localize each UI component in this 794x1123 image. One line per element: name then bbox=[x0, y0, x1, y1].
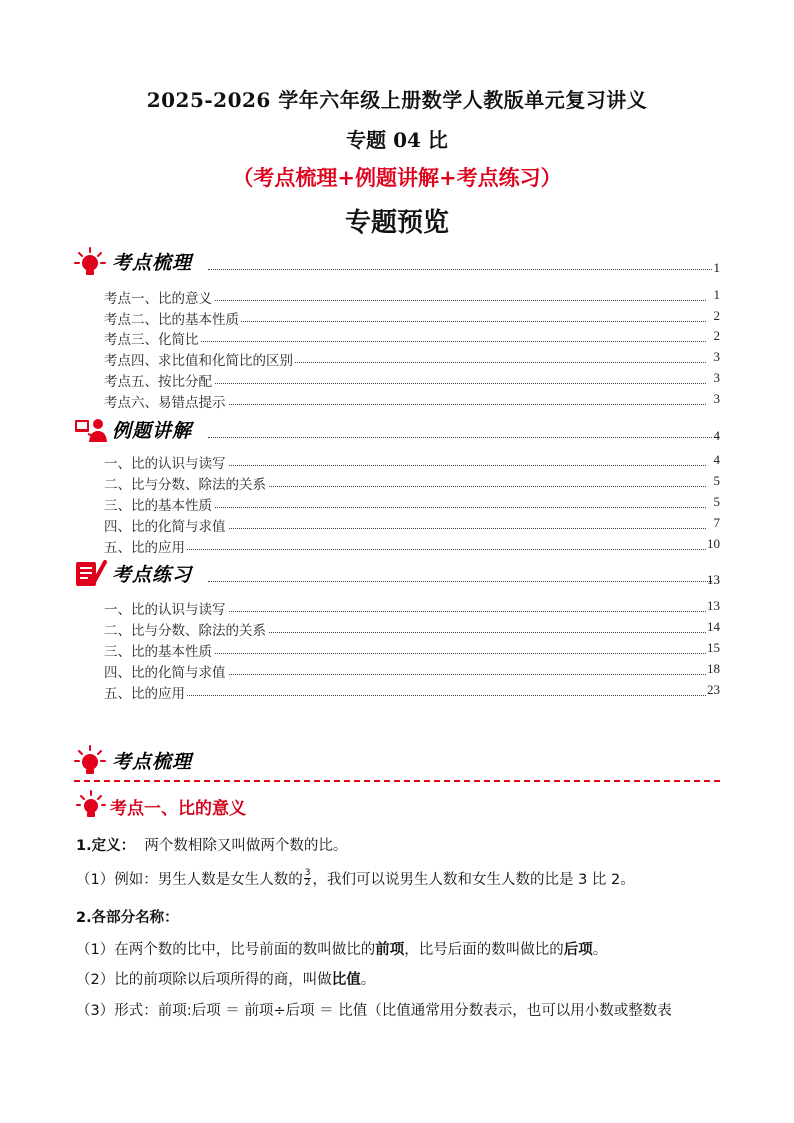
toc-item[interactable]: 三、比的基本性质 15 bbox=[104, 640, 720, 660]
toc-item[interactable]: 五、比的应用 23 bbox=[104, 682, 720, 702]
preview-heading: 专题预览 bbox=[344, 208, 449, 238]
svg-text:考点梳理: 考点梳理 bbox=[112, 252, 193, 274]
part-1-line: （1）在两个数的比中，比号前面的数叫做比的前项，比号后面的数叫做比的后项。 bbox=[76, 942, 608, 958]
part-2-line: （2）比的前项除以后项所得的商，叫做比值。 bbox=[76, 972, 376, 988]
parts-label: 2.各部分名称： bbox=[76, 910, 179, 926]
svg-text:例题讲解: 例题讲解 bbox=[112, 420, 193, 442]
svg-text:考点梳理: 考点梳理 bbox=[112, 751, 193, 773]
toc-page-number: 4 bbox=[713, 428, 720, 443]
toc-item[interactable]: 考点一、比的意义 1 bbox=[104, 287, 720, 307]
toc-item[interactable]: 考点四、求比值和化简比的区别 3 bbox=[104, 349, 720, 369]
toc-page-number: 1 bbox=[713, 260, 720, 275]
toc-section-liti-jiangjie[interactable] bbox=[74, 414, 720, 444]
tagline: （考点梳理+例题讲解+考点练习） bbox=[232, 165, 562, 190]
toc-item[interactable]: 考点五、按比分配 3 bbox=[104, 370, 720, 390]
toc-item[interactable]: 四、比的化简与求值 18 bbox=[104, 661, 720, 681]
toc-section-kaodian-lianxi[interactable] bbox=[74, 558, 720, 588]
toc-item[interactable]: 五、比的应用 10 bbox=[104, 536, 720, 556]
toc-page-number: 13 bbox=[707, 572, 720, 587]
toc-item[interactable]: 考点六、易错点提示 3 bbox=[104, 391, 720, 411]
topic-title: 考点一、比的意义 bbox=[110, 799, 246, 819]
notepad-pencil-icon bbox=[74, 558, 214, 588]
definition-line: 1.定义： 两个数相除又叫做两个数的比。 bbox=[76, 838, 348, 854]
toc-section-kaodian-shuli[interactable] bbox=[74, 246, 720, 276]
toc-item[interactable]: 二、比与分数、除法的关系 14 bbox=[104, 619, 720, 639]
toc-item[interactable]: 考点二、比的基本性质 2 bbox=[104, 308, 720, 328]
lightbulb-icon bbox=[74, 744, 234, 776]
document-title: 2025-2026 学年六年级上册数学人教版单元复习讲义 bbox=[146, 88, 648, 112]
section-header-kaodian-shuli bbox=[74, 744, 234, 776]
toc-item[interactable]: 一、比的认识与读写 4 bbox=[104, 452, 720, 472]
lightbulb-icon bbox=[74, 246, 214, 276]
example-line: （1）例如：男生人数是女生人数的 $\frac{3}{2}$ ，我们可以说男生人数和女生人数的比是 3 比 2。 bbox=[76, 867, 635, 888]
section-divider bbox=[74, 780, 720, 782]
svg-text:考点练习: 考点练习 bbox=[112, 564, 193, 586]
toc-item[interactable]: 考点三、化简比 2 bbox=[104, 328, 720, 348]
fraction: $\frac{3}{2}$ bbox=[304, 867, 311, 888]
toc-item[interactable]: 二、比与分数、除法的关系 5 bbox=[104, 473, 720, 493]
toc-item[interactable]: 三、比的基本性质 5 bbox=[104, 494, 720, 514]
topic-heading bbox=[76, 790, 246, 820]
toc-item[interactable]: 四、比的化简与求值 7 bbox=[104, 515, 720, 535]
part-3-line: （3）形式：前项:后项 ＝ 前项÷后项 ＝ 比值（比值通常用分数表示，也可以用小数或整数表 bbox=[76, 1003, 672, 1019]
teacher-icon bbox=[74, 414, 214, 444]
topic-subtitle: 专题 04 比 bbox=[346, 128, 448, 152]
toc-item[interactable]: 一、比的认识与读写 13 bbox=[104, 598, 720, 618]
lightbulb-icon bbox=[76, 790, 106, 820]
